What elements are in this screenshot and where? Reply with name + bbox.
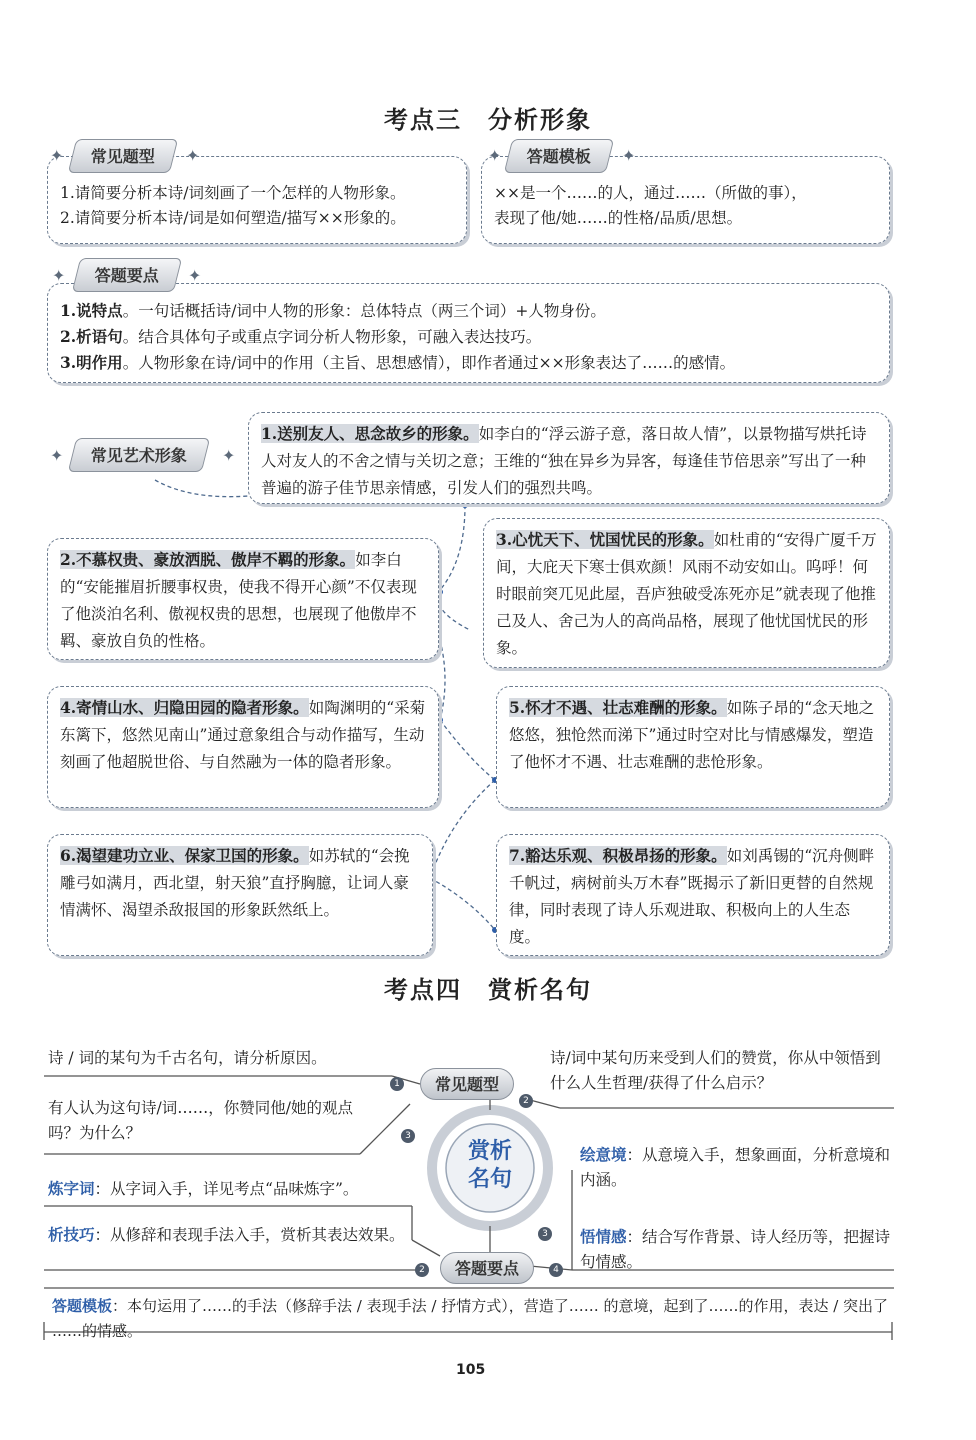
common-types-pill: 常见题型 <box>420 1068 514 1100</box>
question-famous: 诗 / 词的某句为千古名句，请分析原因。 <box>48 1049 327 1067</box>
card-2-head: 2.不慕权贵、豪放洒脱、傲岸不羁的形象。 <box>60 550 356 569</box>
answer-points-pill: 答题要点 <box>440 1252 534 1284</box>
template-line-1: ××是一个……的人，通过……（所做的事）， <box>494 184 807 202</box>
art-card-6 <box>47 834 433 956</box>
number-badge: 2 <box>519 1094 533 1108</box>
question-philosophy: 诗/词中某句历来受到人们的赞赏，你从中领悟到什么人生哲理/获得了什么启示？ <box>550 1049 881 1092</box>
point-techniques: 析技巧：从修辞和表现手法入手，赏析其表达效果。 <box>48 1225 405 1244</box>
answer-template-text: 答题模板：本句运用了……的手法（修辞手法 / 表现手法 / 抒情方式），营造了…… 的意境，起到了……的作用，表达 / 突出了 ……的情感。 <box>52 1297 889 1340</box>
art-card-7 <box>496 834 890 956</box>
card-4-head: 4.寄情山水、归隐田园的隐者形象。 <box>60 698 309 717</box>
question-opinion: 有人认为这句诗/词……，你赞同他/她的观点吗？为什么？ <box>48 1099 353 1142</box>
card-5-body: 如陈子昂的“念天地之悠悠，独怆然而涕下”通过时空对比与情感爆发，塑造了他怀才不遇、壮志难酬的悲怆形象。 <box>509 699 875 771</box>
card-1-body: 如李白的“浮云游子意，落日故人情”，以景物描写烘托诗人对友人的不舍之情与关切之意；王维的“独在异乡为异客，每逢佳节倍思亲”写出了一种普遍的游子佳节思亲情感，引发人们的强烈共鸣。 <box>261 425 867 497</box>
point-3: 3.明作用。人物形象在诗/词中的作用（主旨、思想感情），即作者通过××形象表达了……的感情。 <box>60 353 736 372</box>
art-card-4 <box>47 686 439 808</box>
answer-template-label: 答题模板 <box>504 139 614 173</box>
answer-points-label: 答题要点 <box>72 258 182 292</box>
sparkle-icon: ✦ <box>52 266 66 285</box>
sparkle-icon: ✦ <box>222 446 236 465</box>
sparkle-icon: ✦ <box>50 146 64 165</box>
card-6-body: 如苏轼的“会挽雕弓如满月，西北望，射天狼”直抒胸臆，让词人豪情满怀、渴望杀敌报国的形象跃然纸上。 <box>60 847 410 919</box>
card-7-body: 如刘禹锡的“沉舟侧畔千帆过，病树前头万木春”既揭示了新旧更替的自然规律，同时表现了诗人乐观进取、积极向上的人生态度。 <box>509 847 875 946</box>
page-number: 105 <box>456 1362 486 1378</box>
center-title-line-2: 名句 <box>467 1167 512 1192</box>
common-questions-label: 常见题型 <box>68 139 178 173</box>
point-2: 2.析语句。结合具体句子或重点字词分析人物形象，可融入表达技巧。 <box>60 327 542 346</box>
card-1-head: 1.送别友人、思念故乡的形象。 <box>261 424 479 443</box>
number-badge: 2 <box>415 1263 429 1277</box>
number-badge: 3 <box>401 1129 415 1143</box>
art-images-label: 常见艺术形象 <box>68 438 210 472</box>
sparkle-icon: ✦ <box>622 146 636 165</box>
sparkle-icon: ✦ <box>50 446 64 465</box>
card-4-body: 如陶渊明的“采菊东篱下，悠然见南山”通过意象组合与动作描写，生动刻画了他超脱世俗、与自然融为一体的隐者形象。 <box>60 699 426 771</box>
question-1: 1.请简要分析本诗/词刻画了一个怎样的人物形象。 <box>60 184 406 202</box>
template-line-2: 表现了他/她……的性格/品质/思想。 <box>494 209 743 227</box>
card-2-body: 如李白的“安能摧眉折腰事权贵，使我不得开心颜”不仅表现了他淡泊名利、傲视权贵的思想，也展现了他傲岸不羁、豪放自负的性格。 <box>60 551 417 650</box>
card-3-head: 3.心忧天下、忧国忧民的形象。 <box>496 530 714 549</box>
card-3-body: 如杜甫的“安得广厦千万间，大庇天下寒士俱欢颜！风雨不动安如山。呜呼！何时眼前突兀见此屋，吾庐独破受冻死亦足”就表现了他推己及人、舍己为人的高尚品格，展现了他忧国忧民的形象。 <box>496 531 877 657</box>
art-card-5 <box>496 686 890 808</box>
center-title <box>446 1138 534 1194</box>
art-card-3 <box>483 518 890 668</box>
sparkle-icon: ✦ <box>186 146 200 165</box>
art-card-1 <box>248 412 890 504</box>
sparkle-icon: ✦ <box>188 266 202 285</box>
point-emotion: 悟情感：结合写作背景、诗人经历等，把握诗句情感。 <box>580 1227 891 1271</box>
question-2: 2.请简要分析本诗/词是如何塑造/描写××形象的。 <box>60 209 406 227</box>
point-mood: 绘意境：从意境入手，想象画面，分析意境和内涵。 <box>580 1145 891 1189</box>
number-badge: 4 <box>549 1263 563 1277</box>
section3-title: 考点三 分析形象 <box>384 105 592 134</box>
point-words: 炼字词：从字词入手，详见考点“品味炼字”。 <box>48 1179 359 1198</box>
number-badge: 1 <box>390 1077 404 1091</box>
center-title-line-1: 赏析 <box>467 1139 512 1164</box>
card-6-head: 6.渴望建功立业、保家卫国的形象。 <box>60 846 309 865</box>
card-5-head: 5.怀才不遇、壮志难酬的形象。 <box>509 698 727 717</box>
section4-title: 考点四 赏析名句 <box>384 975 592 1004</box>
sparkle-icon: ✦ <box>488 146 502 165</box>
point-1: 1.说特点。一句话概括诗/词中人物的形象：总体特点（两三个词）+人物身份。 <box>60 301 606 320</box>
number-badge: 3 <box>538 1227 552 1241</box>
art-card-2 <box>47 538 439 660</box>
card-7-head: 7.豁达乐观、积极昂扬的形象。 <box>509 846 727 865</box>
